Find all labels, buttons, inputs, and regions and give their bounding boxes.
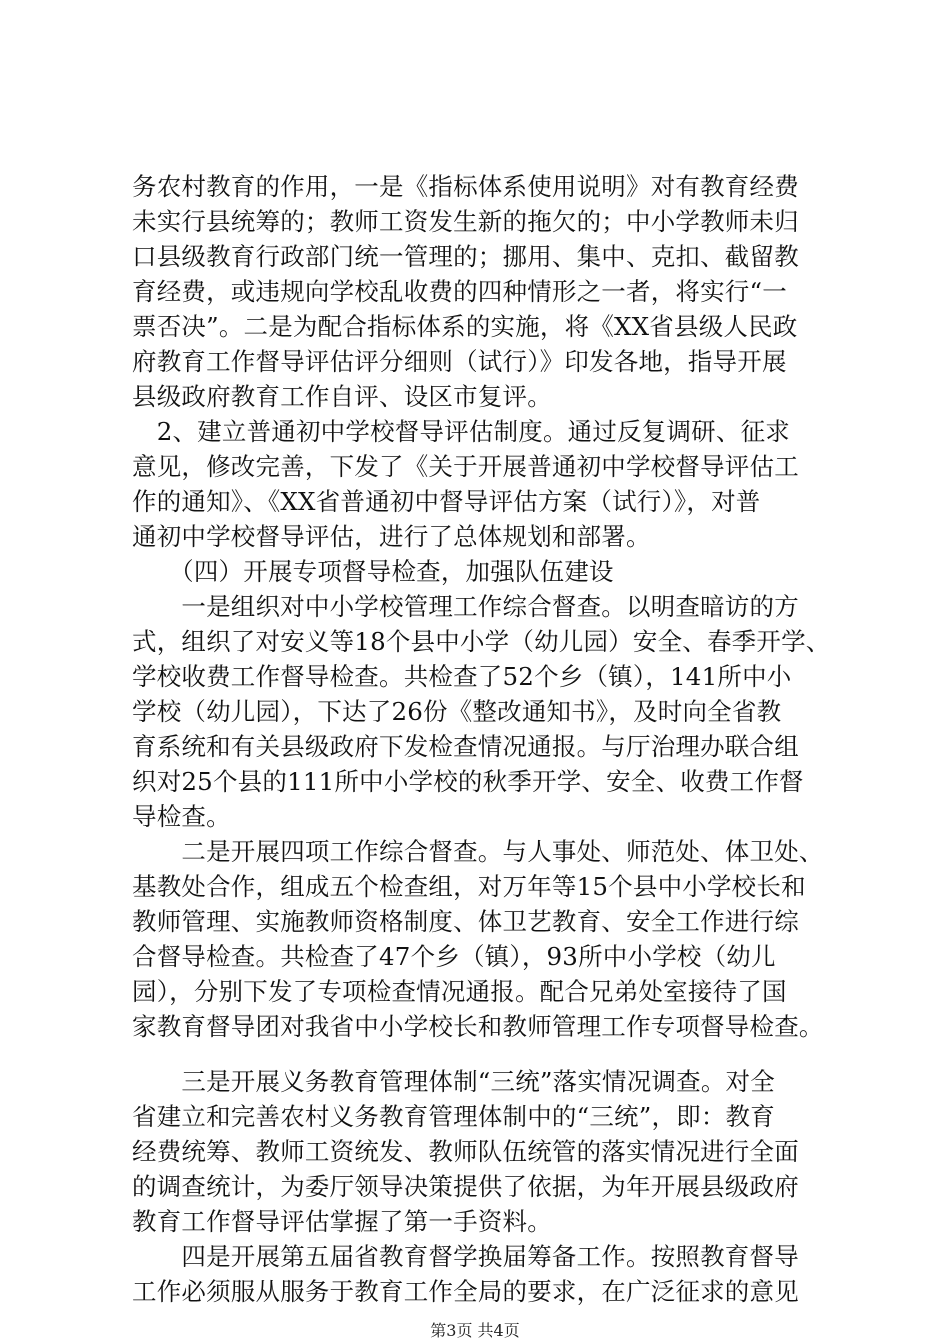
paragraph-line: 家教育督导团对我省中小学校长和教师管理工作专项督导检查。 [132,1012,824,1041]
paragraph-line: 二是开展四项工作综合督查。与人事处、师范处、体卫处、 [132,837,824,866]
paragraph-line: 一是组织对中小学校管理工作综合督查。以明查暗访的方 [132,592,799,621]
paragraph-line: 合督导检查。共检查了47个乡（镇），93所中小学校（幼儿 [132,942,776,971]
paragraph-line: 作的通知》、《XX省普通初中督导评估方案（试行）》，对普 [132,487,761,516]
paragraph-line: 四是开展第五届省教育督学换届筹备工作。按照教育督导 [132,1242,799,1271]
paragraph-line: 通初中学校督导评估，进行了总体规划和部署。 [132,522,651,551]
paragraph-line: 县级政府教育工作自评、设区市复评。 [132,382,552,411]
paragraph-line: 经费统筹、教师工资统发、教师队伍统管的落实情况进行全面 [132,1137,799,1166]
paragraph-line: 教师管理、实施教师资格制度、体卫艺教育、安全工作进行综 [132,907,799,936]
paragraph-line: 的调查统计，为委厅领导决策提供了依据，为年开展县级政府 [132,1172,799,1201]
paragraph-line: 意见，修改完善，下发了《关于开展普通初中学校督导评估工 [132,452,799,481]
page-footer: 第3页 共4页 [430,1321,520,1340]
paragraph-line: 府教育工作督导评估评分细则（试行）》印发各地，指导开展 [132,347,787,376]
paragraph-line: 导检查。 [132,802,231,831]
paragraph-line: 基教处合作，组成五个检查组，对万年等15个县中小学校长和 [132,872,806,901]
paragraph-line: 教育工作督导评估掌握了第一手资料。 [132,1207,552,1236]
paragraph-line: 口县级教育行政部门统一管理的；挪用、集中、克扣、截留教 [132,242,799,271]
paragraph-line: 未实行县统筹的；教师工资发生新的拖欠的；中小学教师未归 [132,207,799,236]
paragraph-line: 学校（幼儿园），下达了26份《整改通知书》，及时向全省教 [132,697,782,726]
paragraph-line: 票否决”。二是为配合指标体系的实施，将《XX省县级人民政 [132,312,798,341]
paragraph-line: 育系统和有关县级政府下发检查情况通报。与厅治理办联合组 [132,732,799,761]
paragraph-line: 2、建立普通初中学校督导评估制度。通过反复调研、征求 [132,417,790,446]
paragraph-line: 育经费，或违规向学校乱收费的四种情形之一者，将实行“一 [132,277,787,306]
paragraph-line: 式，组织了对安义等18个县中小学（幼儿园）安全、春季开学、 [132,627,831,656]
paragraph-line: 园），分别下发了专项检查情况通报。配合兄弟处室接待了国 [132,977,787,1006]
paragraph-line: 三是开展义务教育管理体制“三统”落实情况调查。对全 [132,1067,775,1096]
paragraph-line: 省建立和完善农村义务教育管理体制中的“三统”，即：教育 [132,1102,775,1131]
paragraph-line: 务农村教育的作用，一是《指标体系使用说明》对有教育经费 [132,172,799,201]
paragraph-line: 学校收费工作督导检查。共检查了52个乡（镇），141所中小 [132,662,792,691]
paragraph-line: 织对25个县的111所中小学校的秋季开学、安全、收费工作督 [132,767,804,796]
section-heading: （四）开展专项督导检查，加强队伍建设 [132,557,614,586]
paragraph-line: 工作必须服从服务于教育工作全局的要求，在广泛征求的意见 [132,1277,799,1306]
